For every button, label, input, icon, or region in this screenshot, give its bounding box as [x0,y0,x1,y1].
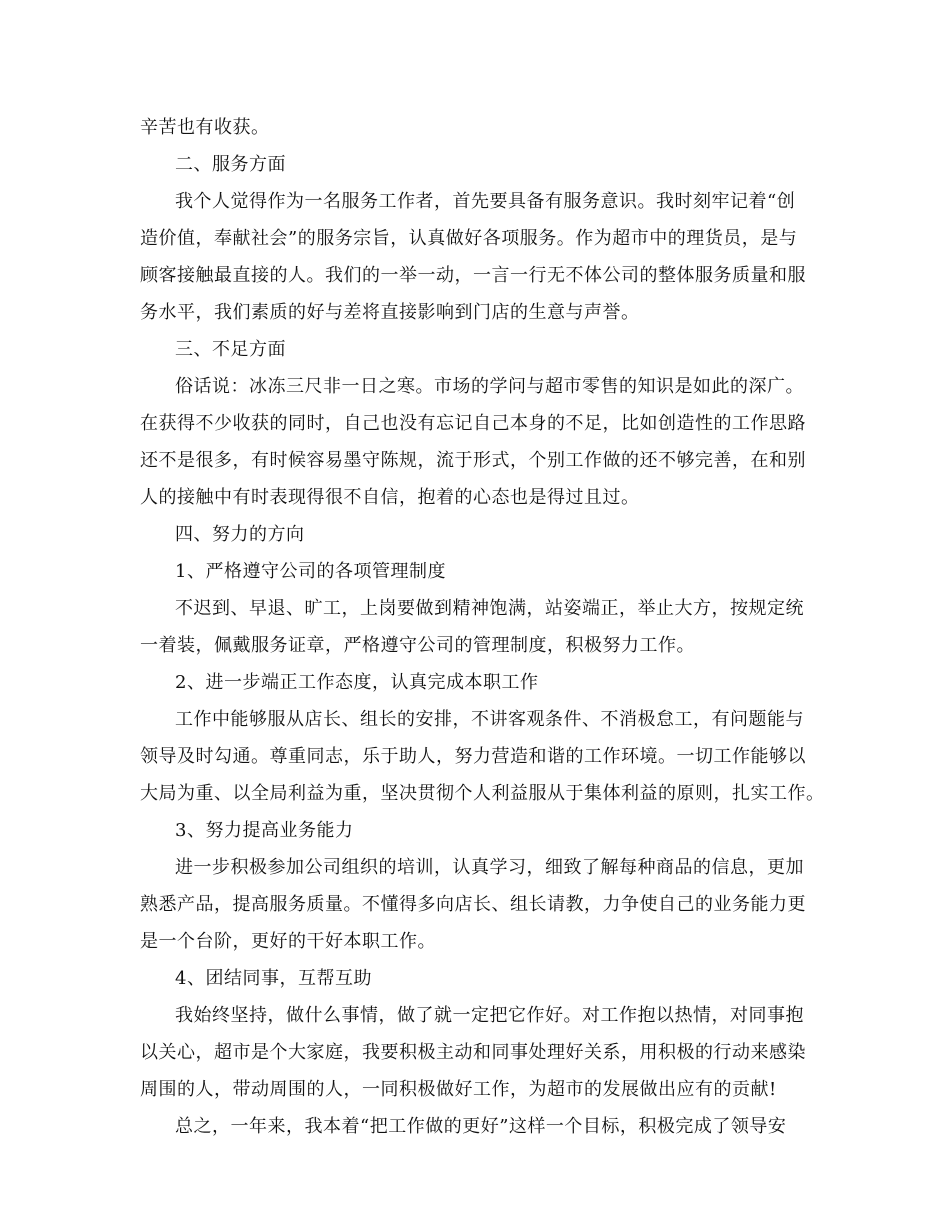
subsection-heading: 3、努力提高业务能力 [175,820,354,841]
paragraph-line: 大局为重、以全局利益为重，坚决贯彻个人利益服从于集体利益的原则，扎实工作。 [140,783,825,804]
paragraph-line: 我个人觉得作为一名服务工作者，首先要具备有服务意识。我时刻牢记着“创 [175,191,796,212]
paragraph-line: 在获得不少收获的同时，自己也没有忘记自己本身的不足，比如创造性的工作思路 [140,413,806,434]
paragraph-line: 我始终坚持，做什么事情，做了就一定把它作好。对工作抱以热情，对同事抱 [175,1005,804,1026]
paragraph-line: 熟悉产品，提高服务质量。不懂得多向店长、组长请教，力争使自己的业务能力更 [140,894,806,915]
paragraph-line: 顾客接触最直接的人。我们的一举一动，一言一行无不体公司的整体服务质量和服 [140,265,806,286]
subsection-heading: 2、进一步端正工作态度，认真完成本职工作 [175,672,539,693]
paragraph-line: 领导及时勾通。尊重同志，乐于助人，努力营造和谐的工作环境。一切工作能够以 [140,746,806,767]
section-heading: 四、努力的方向 [175,524,305,545]
paragraph-line: 一着装，佩戴服务证章，严格遵守公司的管理制度，积极努力工作。 [140,635,695,656]
paragraph-line: 俗话说：冰冻三尺非一日之寒。市场的学问与超市零售的知识是如此的深广。 [175,376,804,397]
paragraph-line: 造价值，奉献社会”的服务宗旨，认真做好各项服务。作为超市中的理货员，是与 [140,228,798,249]
paragraph-line: 务水平，我们素质的好与差将直接影响到门店的生意与声誉。 [140,302,640,323]
section-heading: 三、不足方面 [175,339,286,360]
paragraph-line: 周围的人，带动周围的人，一同积极做好工作，为超市的发展做出应有的贡献! [140,1079,777,1100]
paragraph-line: 进一步积极参加公司组织的培训，认真学习，细致了解每种商品的信息，更加 [175,857,804,878]
paragraph-line: 总之，一年来，我本着“把工作做的更好”这样一个目标，积极完成了领导安 [175,1116,787,1137]
paragraph-line: 辛苦也有收获。 [140,117,270,138]
paragraph-line: 不迟到、早退、旷工，上岗要做到精神饱满，站姿端正，举止大方，按规定统 [175,598,804,619]
subsection-heading: 1、严格遵守公司的各项管理制度 [175,561,446,582]
subsection-heading: 4、团结同事，互帮互助 [175,968,372,989]
paragraph-line: 人的接触中有时表现得很不自信，抱着的心态也是得过且过。 [140,487,640,508]
paragraph-line: 工作中能够服从店长、组长的安排，不讲客观条件、不消极怠工，有问题能与 [175,709,804,730]
section-heading: 二、服务方面 [175,154,286,175]
paragraph-line: 还不是很多，有时候容易墨守陈规，流于形式，个别工作做的还不够完善，在和别 [140,450,806,471]
paragraph-line: 以关心，超市是个大家庭，我要积极主动和同事处理好关系，用积极的行动来感染 [140,1042,806,1063]
paragraph-line: 是一个台阶，更好的干好本职工作。 [140,931,436,952]
